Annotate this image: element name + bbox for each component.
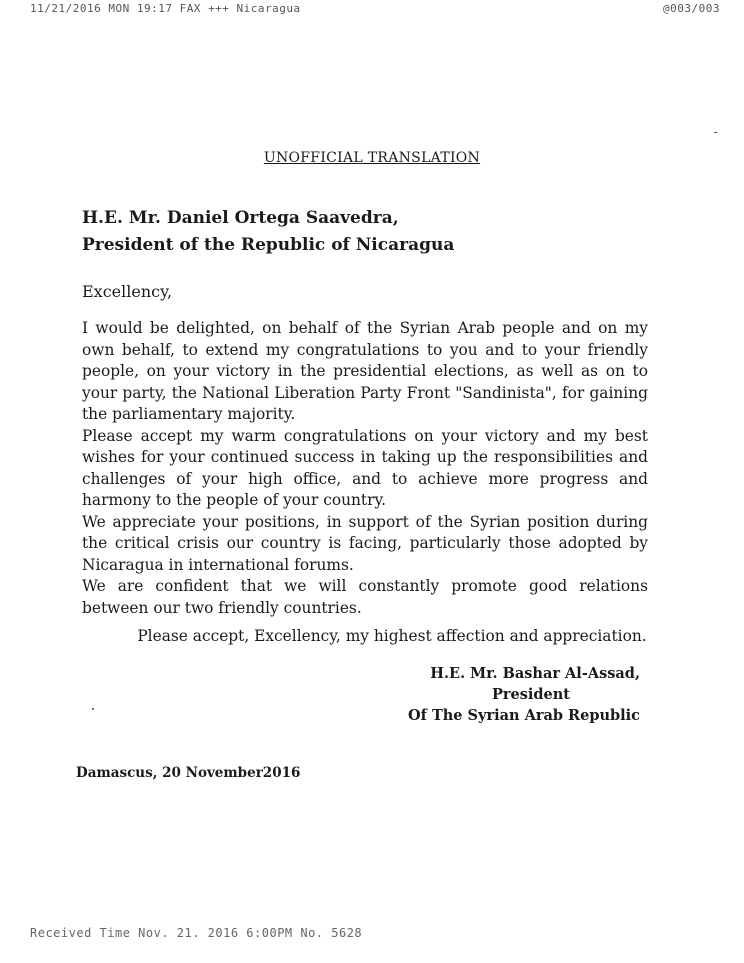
letter-body bbox=[82, 318, 648, 619]
body-paragraph: We appreciate your positions, in support of the Syrian position during the critical crisis our country is facing, particularly those adopted by Nicaragua in international forums. bbox=[82, 512, 648, 574]
received-stamp: Received Time Nov. 21. 2016 6:00PM No. 5628 bbox=[30, 926, 363, 940]
body-paragraph: Please accept my warm congratulations on your victory and my best wishes for your continued success in taking up the responsibilities and challenges of your high office, and to achieve more progress and harmony to the people of your country. bbox=[82, 426, 648, 509]
body-paragraph: I would be delighted, on behalf of the Syrian Arab people and on my own behalf, to extend my congratulations to you and to your friendly people, on your victory in the presidential elections, as well as on to your party, the National Liberation Party Front "Sandinista", for gaining the parliamentary majority. bbox=[82, 319, 648, 423]
body-paragraph: We are confident that we will constantly promote good relations between our two friendly countries. bbox=[82, 577, 648, 617]
fax-header bbox=[30, 2, 720, 20]
signatory-title: President bbox=[491, 686, 570, 703]
addressee-name: H.E. Mr. Daniel Ortega Saavedra, bbox=[82, 208, 399, 228]
closing-line: Please accept, Excellency, my highest affection and appreciation. bbox=[137, 627, 647, 645]
addressee-block bbox=[82, 205, 454, 259]
scan-speck bbox=[714, 132, 717, 133]
date-line: Damascus, 20 November2016 bbox=[76, 765, 301, 781]
signature-block bbox=[408, 663, 640, 726]
fax-header-left: 11/21/2016 MON 19:17 FAX +++ Nicaragua bbox=[30, 2, 301, 15]
salutation: Excellency, bbox=[82, 282, 173, 301]
signatory-country: Of The Syrian Arab Republic bbox=[408, 707, 640, 724]
fax-page-number: @003/003 bbox=[663, 2, 720, 15]
document-title: UNOFFICIAL TRANSLATION bbox=[263, 150, 481, 166]
scan-speck bbox=[92, 708, 94, 710]
addressee-title: President of the Republic of Nicaragua bbox=[82, 235, 455, 255]
signatory-name: H.E. Mr. Bashar Al-Assad, bbox=[430, 665, 640, 682]
